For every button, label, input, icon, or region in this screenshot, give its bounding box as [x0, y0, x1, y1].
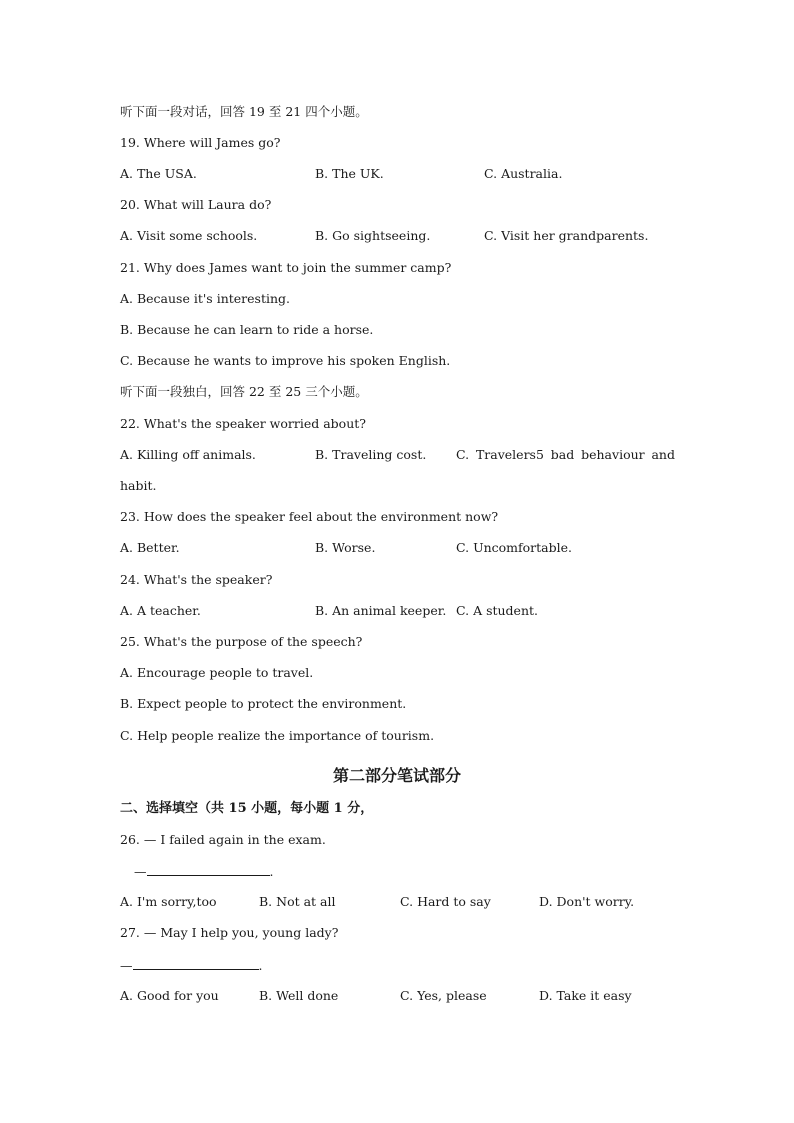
instruction-dialogue: 听下面一段对话，回答 19 至 21 四个小题。 [120, 104, 368, 119]
reply-dash: — [134, 864, 147, 879]
q20-option-c: C. Visit her grandparents. [484, 228, 649, 243]
question-20: 20. What will Laura do? [120, 197, 272, 212]
answer-blank [147, 863, 270, 876]
q22-c-word: behaviour [581, 447, 645, 462]
q22-option-c [456, 447, 675, 463]
q20-option-b: B. Go sightseeing. [315, 228, 431, 243]
question-22: 22. What's the speaker worried about? [120, 416, 366, 431]
q26-option-d: D. Don't worry. [539, 894, 635, 909]
q19-option-a: A. The USA. [120, 166, 197, 181]
question-19: 19. Where will James go? [120, 135, 281, 150]
question-27: 27. — May I help you, young lady? [120, 925, 339, 940]
q27-option-d: D. Take it easy [539, 988, 632, 1003]
q22-c-word: Travelers5 [475, 447, 544, 462]
q20-option-a: A. Visit some schools. [120, 228, 258, 243]
q22-c-word: C. [456, 447, 470, 462]
q22-c-word: bad [550, 447, 575, 462]
q26-option-c: C. Hard to say [400, 894, 491, 909]
q26-reply-line [134, 863, 273, 880]
q22-option-c-continued: habit. [120, 478, 157, 493]
question-24: 24. What's the speaker? [120, 572, 273, 587]
reply-period: . [258, 958, 263, 973]
q25-option-c: C. Help people realize the importance of tourism. [120, 728, 435, 743]
question-25: 25. What's the purpose of the speech? [120, 634, 363, 649]
q21-option-a: A. Because it's interesting. [120, 291, 290, 306]
q19-option-c: C. Australia. [484, 166, 563, 181]
reply-period: . [269, 864, 274, 879]
q23-option-b: B. Worse. [315, 540, 376, 555]
q27-option-a: A. Good for you [120, 988, 219, 1003]
q24-option-c: C. A student. [456, 603, 539, 618]
q25-option-a: A. Encourage people to travel. [120, 665, 314, 680]
q21-option-c: C. Because he wants to improve his spoken English. [120, 353, 451, 368]
q25-option-b: B. Expect people to protect the environment. [120, 696, 407, 711]
answer-blank [133, 957, 259, 970]
q22-option-a: A. Killing off animals. [120, 447, 256, 462]
q22-option-b: B. Traveling cost. [315, 447, 427, 462]
part-two-title: 第二部分笔试部分 [332, 766, 461, 785]
q24-option-b: B. An animal keeper. [315, 603, 447, 618]
q21-option-b: B. Because he can learn to ride a horse. [120, 322, 374, 337]
instruction-monologue: 听下面一段独白，回答 22 至 25 三个小题。 [120, 384, 368, 399]
section-two-subtitle: 二、选择填空（共 15 小题，每小题 1 分， [120, 801, 374, 816]
q27-reply-line [120, 957, 262, 974]
q19-option-b: B. The UK. [315, 166, 384, 181]
q26-option-b: B. Not at all [259, 894, 336, 909]
q22-c-word: and [651, 447, 675, 462]
reply-dash: — [120, 958, 133, 973]
question-26: 26. — I failed again in the exam. [120, 832, 326, 847]
q24-option-a: A. A teacher. [120, 603, 201, 618]
q27-option-c: C. Yes, please [400, 988, 487, 1003]
question-21: 21. Why does James want to join the summer camp? [120, 260, 452, 275]
q27-option-b: B. Well done [259, 988, 339, 1003]
q23-option-c: C. Uncomfortable. [456, 540, 573, 555]
question-23: 23. How does the speaker feel about the environment now? [120, 509, 499, 524]
q26-option-a: A. I'm sorry,too [120, 894, 217, 909]
q23-option-a: A. Better. [120, 540, 180, 555]
